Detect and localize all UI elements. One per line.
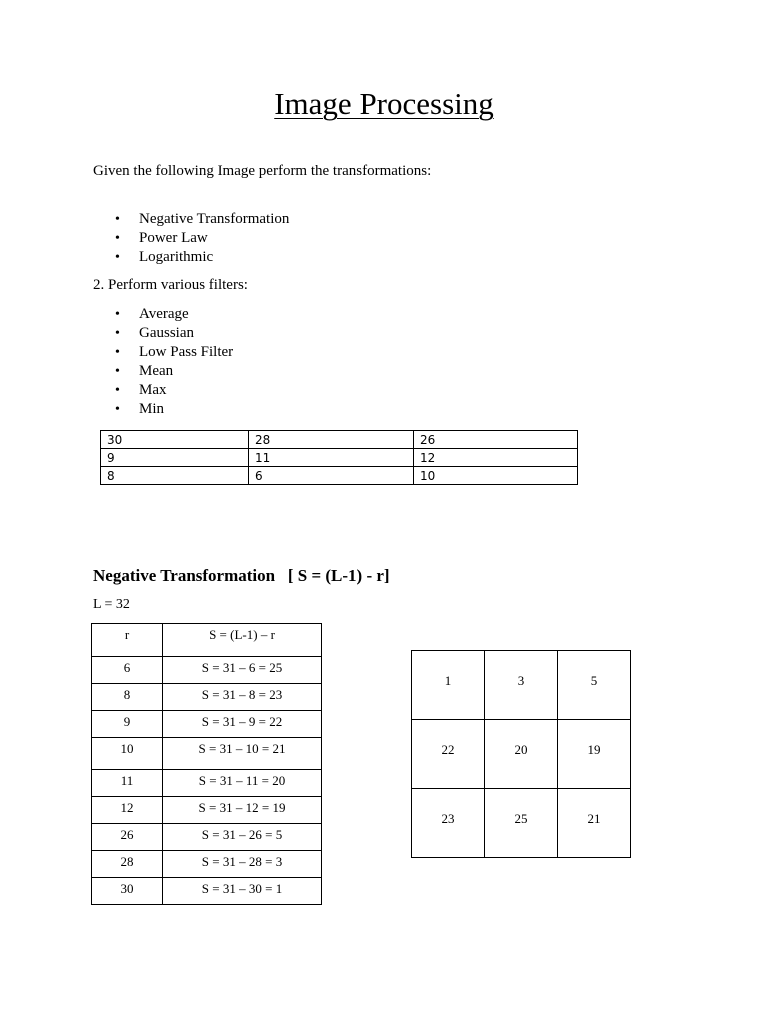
table-cell: 12 — [414, 449, 578, 467]
table-cell: 30 — [101, 431, 249, 449]
list-item: • Max — [110, 381, 233, 400]
list-item: • Mean — [110, 362, 233, 381]
table-cell: S = 31 – 11 = 20 — [163, 770, 322, 797]
list-item: • Negative Transformation — [110, 210, 289, 229]
table-row — [101, 449, 578, 467]
list-item: • Min — [110, 400, 233, 419]
list-item: • Average — [110, 305, 233, 324]
table-cell: 26 — [92, 824, 163, 851]
table-cell: 10 — [92, 738, 163, 770]
table-row — [412, 789, 631, 858]
list-item: • Gaussian — [110, 324, 233, 343]
table-cell: 1 — [412, 651, 485, 720]
table-row — [92, 851, 322, 878]
table-cell: S = 31 – 30 = 1 — [163, 878, 322, 905]
negative-calculation-table — [91, 623, 322, 905]
table-cell: 21 — [558, 789, 631, 858]
table-cell: 10 — [414, 467, 578, 485]
table-cell: 8 — [92, 684, 163, 711]
table-row — [92, 657, 322, 684]
page-title: Image Processing — [274, 86, 494, 121]
transformations-list — [110, 210, 289, 267]
table-row — [412, 651, 631, 720]
table-row — [101, 431, 578, 449]
intro-text: Given the following Image perform the transformations: — [93, 163, 432, 179]
table-cell: 6 — [92, 657, 163, 684]
table-cell: 12 — [92, 797, 163, 824]
table-row — [92, 824, 322, 851]
table-cell: 20 — [485, 720, 558, 789]
list-item: • Logarithmic — [110, 248, 289, 267]
table-cell: S = 31 – 9 = 22 — [163, 711, 322, 738]
table-cell: S = 31 – 28 = 3 — [163, 851, 322, 878]
table-row — [101, 467, 578, 485]
table-cell: 30 — [92, 878, 163, 905]
table-cell: 3 — [485, 651, 558, 720]
table-cell: S = 31 – 10 = 21 — [163, 738, 322, 770]
table-cell: 28 — [92, 851, 163, 878]
table-row — [92, 711, 322, 738]
column-header-r: r — [92, 624, 163, 657]
table-cell: 11 — [92, 770, 163, 797]
table-cell: 11 — [249, 449, 414, 467]
filters-heading: 2. Perform various filters: — [93, 277, 248, 293]
input-image-table — [100, 430, 578, 485]
column-header-s: S = (L-1) – r — [163, 624, 322, 657]
table-cell: 28 — [249, 431, 414, 449]
table-cell: 23 — [412, 789, 485, 858]
table-cell: S = 31 – 12 = 19 — [163, 797, 322, 824]
table-cell: S = 31 – 6 = 25 — [163, 657, 322, 684]
table-cell: 22 — [412, 720, 485, 789]
table-header-row — [92, 624, 322, 657]
table-cell: 8 — [101, 467, 249, 485]
table-cell: 9 — [92, 711, 163, 738]
table-cell: S = 31 – 8 = 23 — [163, 684, 322, 711]
table-cell: 19 — [558, 720, 631, 789]
table-cell: 9 — [101, 449, 249, 467]
table-cell: 26 — [414, 431, 578, 449]
table-row — [92, 684, 322, 711]
table-row — [92, 738, 322, 770]
table-row — [92, 797, 322, 824]
table-cell: 25 — [485, 789, 558, 858]
table-row — [92, 770, 322, 797]
list-item: • Power Law — [110, 229, 289, 248]
table-cell: 5 — [558, 651, 631, 720]
negative-transformation-heading: Negative Transformation [ S = (L-1) - r] — [93, 566, 390, 585]
list-item: • Low Pass Filter — [110, 343, 233, 362]
table-cell: 6 — [249, 467, 414, 485]
l-value-text: L = 32 — [93, 597, 130, 612]
table-row — [412, 720, 631, 789]
filters-list — [110, 305, 233, 419]
table-row — [92, 878, 322, 905]
table-cell: S = 31 – 26 = 5 — [163, 824, 322, 851]
negative-result-grid — [411, 650, 631, 858]
